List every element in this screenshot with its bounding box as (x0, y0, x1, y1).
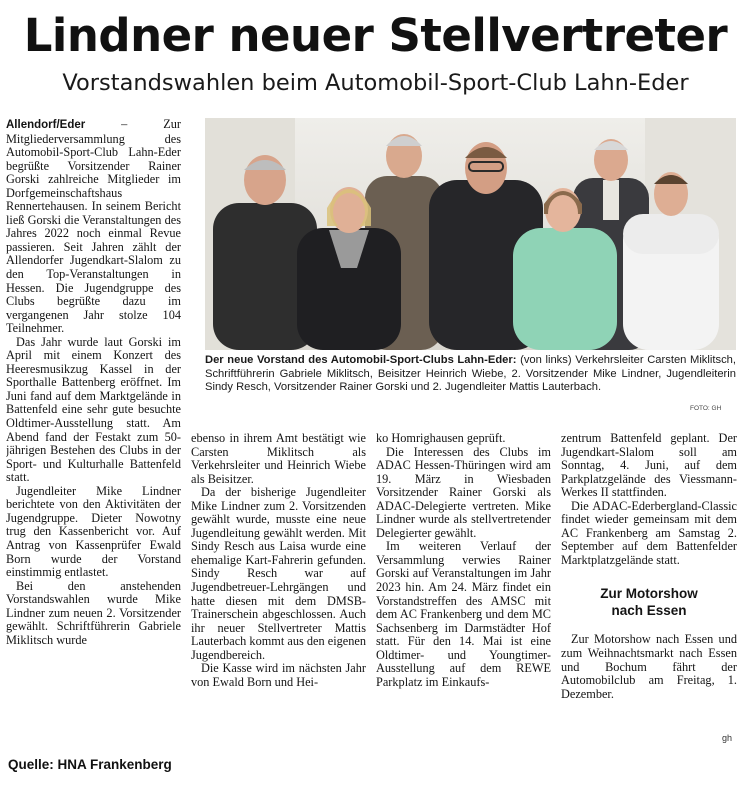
article-paragraph: Die ADAC-Ederbergland-Classic findet wieder gemeinsam mit dem AC Frankenberg am Samstag 2. September auf dem Battenfelder Marktplatzgelände statt. (561, 498, 737, 567)
article-column-2 (191, 432, 366, 752)
article-paragraph: zentrum Battenfeld geplant. Der Jugendkart-Slalom soll am Sonntag, 4. Juni, auf dem Parkplatzgelände des Viessmann-Werkes II stattfinden. (561, 432, 737, 500)
group-photo (205, 118, 736, 350)
author-initials: gh (722, 733, 733, 743)
article-paragraph: Die Interessen des Clubs im ADAC Hessen-Thüringen wird am 19. März in Wiesbaden Vorsitzender Rainer Gorski als ADAC-Delegierte vertreten. Mike Lindner wurde als stellvertretender Delegierter gewählt. (376, 444, 551, 540)
article-paragraph: Die Kasse wird im nächsten Jahr von Ewald Born und Hei- (191, 661, 366, 689)
paragraph-text: – Zur Mitgliederversammlung des Automobil-Sport-Club Lahn-Eder begrüßte Vorsitzender Rainer Gorski zahlreiche Mitglieder im Dorfgemeinschaftshaus Rennertehausen. In seinem Bericht ließ Gorski die Veranstaltungen des Jahres 2022 noch einmal Revue passieren. Seit Jahren zählt der Allendorfer Jugendkart-Slalom zu den Top-Veranstaltungen in Hessen. Die Jugendgruppe des Clubs begrüßte dazu im vergangenen Jahr stolze 104 Teilnehmer. (6, 118, 181, 336)
photo-caption (205, 354, 736, 395)
article-column-1 (6, 118, 181, 752)
article-paragraph: Da der bisherige Jugendleiter Mike Lindner zum 2. Vorsitzenden gewählt wurde, musste eine neue Jugendleitung gewählt werden. Mit Sindy Resch aus Laisa wurde eine ehemalige Kart-Fahrerin gefunden. Sindy Resch war auf Jugendbetreuer-Lehrgängen und hatte diesen mit dem DMSB-Trainerschein abgeschlossen. Auch ihr neuer Stellvertreter Mattis Lauterbach kommt aus den eigenen Jugendbereich. (191, 485, 366, 662)
source-label: Quelle: HNA Frankenberg (8, 757, 172, 772)
article-paragraph: Im weiteren Verlauf der Versammlung verwies Rainer Gorski auf Veranstaltungen im Jahr 2023 hin. Am 24. März findet ein Vorstandstreffen des AMSC mit dem AC Frankenberg und dem MC Sachsenberg im Darmstädter Hof statt. Für den 14. Mai ist eine Oldtimer- und Youngtimer-Ausstellung auf dem REWE Parkplatz im Einkaufs- (376, 539, 551, 689)
article-paragraph: Jugendleiter Mike Lindner berichtete von den Aktivitäten der Jugendgruppe. Dieter Nowotny trug den Kassenbericht vor. Auf Antrag von Kassenprüfer Ewald Born wurde der Vorstand einstimmig entlastet. (6, 483, 181, 580)
group-photo-illustration (205, 118, 736, 350)
dateline: Allendorf/Eder (6, 119, 86, 131)
subhead-line: Zur Motorshow (600, 586, 698, 602)
article-column-4 (561, 432, 737, 752)
caption-text: (von links) Verkehrsleiter Carsten Miklitsch, Schriftführerin Gabriele Miklitsch, Beisitzer Heinrich Wiebe, 2. Vorsitzender Mike Lindner, Jugendleiterin Sindy Resch, Vorsitzender Rainer Gorski und 2. Jugendleiter Mattis Lauterbach. (205, 354, 736, 394)
article-paragraph: Das Jahr wurde laut Gorski im April mit einem Konzert des Heeresmusikzug Kassel in der Sporthalle Battenberg eröffnet. Im Juni fand auf dem Marktgelände in Battenfeld eine sehr gute besuchte Oldtimer-Ausstellung statt. Am Abend fand der Festakt zum 50-jährigen Bestehen des Clubs in der Sport- und Kulturhalle Battenfeld statt. (6, 334, 181, 485)
article-column-3 (376, 432, 551, 752)
caption-lead: Der neue Vorstand des Automobil-Sport-Clubs Lahn-Eder: (205, 354, 517, 366)
article-paragraph: ko Homrighausen geprüft. (376, 432, 506, 445)
headline: Lindner neuer Stellvertreter (23, 9, 728, 62)
article-paragraph: Bei den anstehenden Vorstandswahlen wurde Mike Lindner zum neuen 2. Vorsitzender gewählt. Schriftführerin Gabriele Miklitsch wurde (6, 578, 181, 647)
subheadline: Vorstandswahlen beim Automobil-Sport-Club Lahn-Eder (62, 70, 689, 96)
article-paragraph (6, 118, 181, 336)
section-subhead (561, 585, 737, 619)
subhead-line: nach Essen (611, 603, 687, 619)
photo-credit: FOTO: GH (690, 405, 722, 412)
article-paragraph: ebenso in ihrem Amt bestätigt wie Carsten Miklitsch als Verkehrsleiter und Heinrich Wiebe als Beisitzer. (191, 432, 366, 486)
article-paragraph: Zur Motorshow nach Essen und zum Weihnachtsmarkt nach Essen und Bochum fährt der Automobilclub am Freitag, 1. Dezember. (561, 632, 737, 701)
